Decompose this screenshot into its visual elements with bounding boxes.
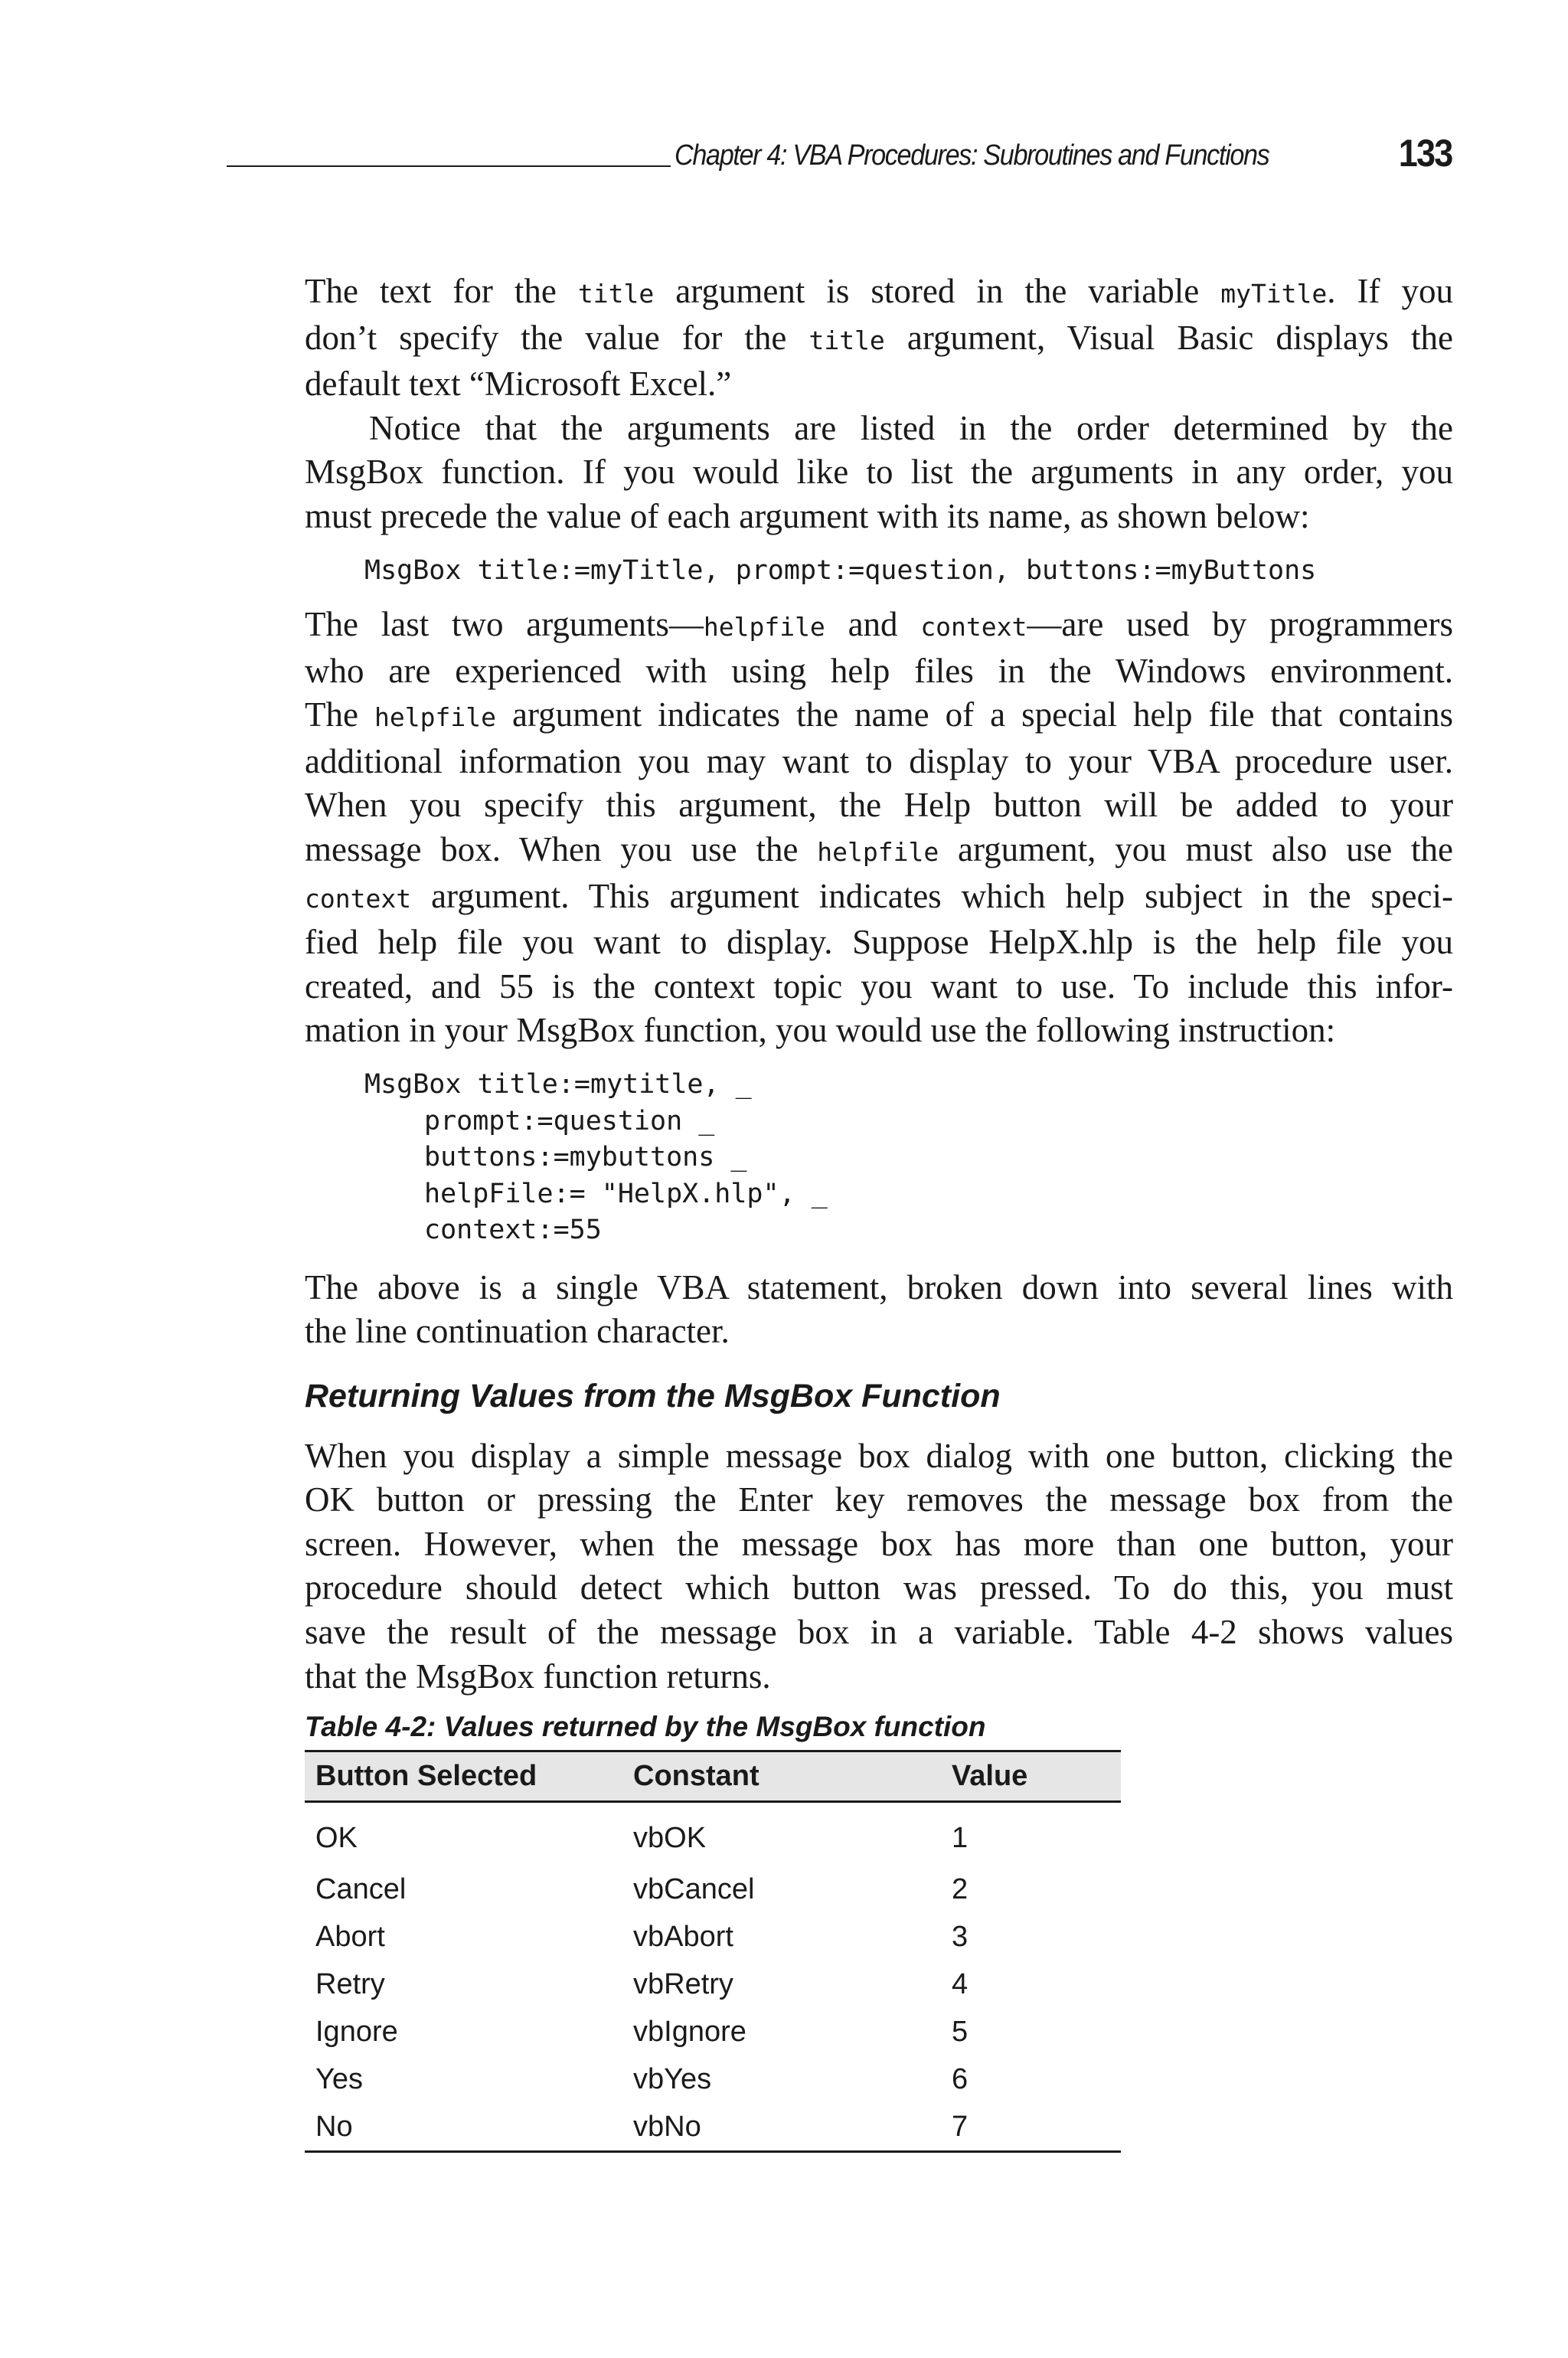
text-line: The last two arguments—helpfile and context—are used by programmers (305, 605, 1453, 644)
paragraph-single-statement (305, 1266, 1453, 1354)
paragraph-title-argument (305, 270, 1453, 407)
table-row (305, 2055, 1121, 2103)
text-line: mation in your MsgBox function, you would use the following instruction: (305, 1011, 1336, 1050)
text-line: don’t specify the value for the title argument, Visual Basic displays the (305, 318, 1453, 357)
page-number: 133 (1398, 132, 1452, 175)
table-cell: 1 (952, 1821, 969, 1854)
table-cell: 4 (952, 1967, 969, 2000)
table-cell: No (305, 2103, 622, 2152)
column-header: Value (941, 1751, 1121, 1802)
inline-code: context (920, 612, 1027, 643)
text-line: message box. When you use the helpfile argument, you must also use the (305, 830, 1453, 869)
table-cell: Cancel (315, 1872, 407, 1905)
table-row (305, 2008, 1121, 2055)
table-row (305, 1961, 1121, 2008)
table-cell: vbYes (633, 2062, 712, 2095)
paragraph-argument-order (305, 407, 1453, 539)
table-cell: 3 (952, 1920, 969, 1953)
table-row (305, 1913, 1121, 1961)
text-line: who are experienced with using help files in the Windows environment. (305, 651, 1453, 690)
table-cell: Abort (315, 1920, 385, 1953)
inline-code: myTitle (1220, 279, 1328, 309)
table-cell: 6 (952, 2062, 969, 2095)
code-example-named-args: MsgBox title:=myTitle, prompt:=question, buttons:=myButtons (364, 554, 1317, 586)
table-cell: Yes (315, 2062, 363, 2095)
text-line: the line continuation character. (305, 1312, 730, 1351)
text-line: additional information you may want to display to your VBA procedure user. (305, 741, 1453, 780)
table-cell: vbOK (633, 1821, 707, 1854)
table-cell: vbNo (622, 2103, 941, 2152)
text-line: The helpfile argument indicates the name of a special help file that contains (305, 695, 1454, 734)
chapter-title: Chapter 4: VBA Procedures: Subroutines and Functions (675, 139, 1269, 172)
inline-code: helpfile (374, 702, 496, 733)
table-cell: 5 (952, 2015, 969, 2048)
text-line: context argument. This argument indicates which help subject in the speci- (305, 876, 1453, 915)
table-row (305, 2103, 1121, 2152)
page-body (305, 270, 1453, 2153)
table-cell: vbRetry (633, 1967, 733, 2000)
text-line: When you display a simple message box dialog with one button, clicking the (305, 1436, 1453, 1475)
running-header (227, 119, 1452, 175)
text-line: MsgBox function. If you would like to list the arguments in any order, you (305, 453, 1453, 492)
table-cell: vbCancel (633, 1872, 755, 1905)
table-header-row (305, 1751, 1121, 1802)
table-cell: OK (315, 1821, 358, 1854)
paragraph-helpfile-context (305, 603, 1453, 1053)
column-header: Constant (622, 1751, 941, 1802)
text-line: screen. However, when the message box has more than one button, your (305, 1524, 1453, 1563)
table-cell: 7 (941, 2103, 1121, 2152)
text-line: procedure should detect which button was pressed. To do this, you must (305, 1568, 1453, 1607)
text-line: default text “Microsoft Excel.” (305, 365, 732, 404)
section-heading: Returning Values from the MsgBox Function (305, 1377, 1001, 1414)
text-line: The text for the title argument is stored in the variable myTitle. If you (305, 272, 1453, 310)
table-cell: vbIgnore (633, 2015, 746, 2048)
text-line: save the result of the message box in a variable. Table 4-2 shows values (305, 1613, 1453, 1652)
text-line: created, and 55 is the context topic you want to use. To include this infor- (305, 966, 1453, 1006)
paragraph-returning-values (305, 1434, 1453, 1699)
inline-code: context (305, 883, 412, 914)
text-line: must precede the value of each argument with its name, as shown below: (305, 496, 1310, 535)
inline-code: title (808, 325, 885, 355)
inline-code: helpfile (703, 612, 825, 643)
header-rule (227, 165, 671, 167)
text-line: When you specify this argument, the Help button will be added to your (305, 786, 1453, 825)
column-header: Button Selected (305, 1751, 622, 1802)
inline-code: title (577, 279, 655, 309)
text-line: that the MsgBox function returns. (305, 1656, 771, 1696)
text-line: The above is a single VBA statement, broken down into several lines with (305, 1267, 1453, 1307)
table-row (305, 1802, 1121, 1866)
table-cell: 2 (952, 1872, 969, 1905)
text-line: fied help file you want to display. Suppose HelpX.hlp is the help file you (305, 923, 1453, 962)
table-cell: Retry (315, 1967, 385, 2000)
text-line: OK button or pressing the Enter key removes the message box from the (305, 1480, 1453, 1519)
table-caption: Table 4-2: Values returned by the MsgBox function (305, 1711, 986, 1743)
text-line: Notice that the arguments are listed in the order determined by the (369, 408, 1453, 447)
msgbox-return-values-table (305, 1750, 1121, 2153)
table-cell: vbAbort (633, 1920, 733, 1953)
code-example-helpfile: MsgBox title:=mytitle, _ prompt:=question _ buttons:=mybuttons _ helpFile:= "HelpX.hlp", _ context:=55 (364, 1069, 828, 1245)
table-cell: Ignore (315, 2015, 398, 2048)
table-row (305, 1866, 1121, 1913)
inline-code: helpfile (817, 837, 939, 868)
